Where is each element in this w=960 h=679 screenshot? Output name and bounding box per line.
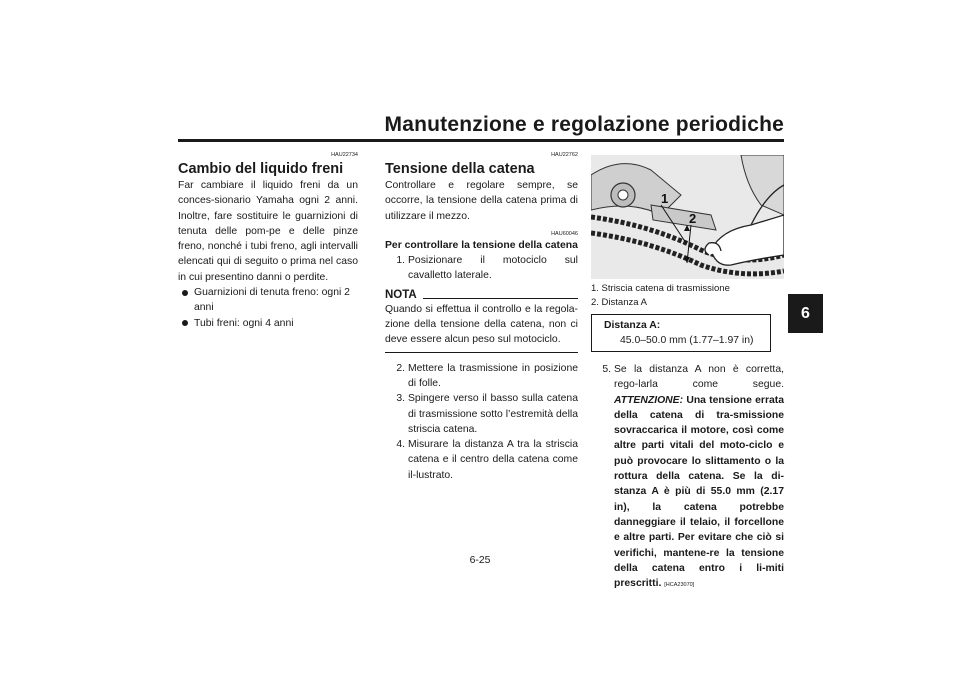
note-body: Quando si effettua il controllo e la regola-zione della tensione della catena, non ci deve essere alcun peso sul motociclo.: [385, 303, 578, 346]
step-text: Misurare la distanza A tra la striscia catena e il centro della catena come il-lustrato.: [408, 439, 578, 481]
page-number: 6-25: [469, 555, 491, 566]
note-header: [385, 288, 578, 302]
step-list-1: [385, 253, 578, 284]
step-text: Se la distanza A non è corretta, rego-larla come segue.: [614, 364, 784, 391]
step-text: Posizionare il motociclo sul cavalletto laterale.: [408, 255, 578, 282]
section-code: HAU22762: [551, 152, 578, 158]
list-item: [385, 391, 578, 437]
caption: 1. Striscia catena di trasmissione: [591, 283, 730, 294]
caution-code: [HCA23070]: [664, 582, 695, 589]
step-number: 4.: [396, 439, 405, 451]
column-chain-tension: [385, 151, 578, 483]
step-number: 3.: [396, 393, 405, 405]
list-item: Guarnizioni di tenuta freno: ogni 2 anni: [178, 285, 358, 316]
column-brake-fluid: [178, 151, 358, 331]
note-end-rule: [385, 352, 578, 353]
list-item: Tubi freni: ogni 4 anni: [178, 316, 358, 331]
title-rule: [178, 139, 784, 142]
list-item: [385, 437, 578, 483]
figure-captions: [591, 282, 784, 309]
step-number: 5.: [602, 364, 611, 375]
section-heading-brake-fluid: Cambio del liquido freni: [178, 161, 344, 177]
page-title: Manutenzione e regolazione periodiche: [384, 113, 784, 136]
step-text: Spingere verso il basso sulla catena di trasmissione sotto l’estremità della striscia catena.: [408, 393, 578, 435]
brake-fluid-body: Far cambiare il liquido freni da un conces-sionario Yamaha ogni 2 anni. Inoltre, fare sostituire le guarnizioni di tenuta delle pom-pe e delle pinze freno, nonché i tubi freno, agli intervalli elencati qui di seguito o prima nel caso in cui presentino danni o perdite.: [178, 180, 358, 283]
spec-value: 45.0–50.0 mm (1.77–1.97 in): [620, 335, 754, 346]
chain-drawing: [591, 155, 784, 279]
step-number: 2.: [396, 362, 405, 374]
figure-label-1: 1: [661, 191, 669, 206]
subsection-heading: Per controllare la tensione della catena: [385, 239, 578, 251]
note-rule: [423, 298, 578, 299]
spec-box: [591, 314, 771, 352]
note-title: NOTA: [385, 288, 417, 301]
spec-label: Distanza A:: [604, 320, 661, 331]
section-heading-chain-tension: Tensione della catena: [385, 161, 535, 177]
section-code: HAU22734: [331, 152, 358, 158]
chain-tension-body: Controllare e regolare sempre, se occorre, la tensione della catena prima di utilizzare il mezzo.: [385, 180, 578, 222]
column-chain-figure: [591, 155, 784, 593]
caption: 2. Distanza A: [591, 296, 647, 308]
list-item: [385, 361, 578, 392]
step-number: 1.: [396, 255, 405, 267]
caution-label: ATTENZIONE:: [614, 394, 684, 406]
brake-fluid-list: [178, 285, 358, 331]
step-list-2: [385, 361, 578, 483]
chain-illustration: [591, 155, 784, 279]
step-text: Mettere la trasmissione in posizione di folle.: [408, 362, 578, 389]
list-item: [385, 253, 578, 284]
subsection-code: HAU60046: [551, 230, 578, 237]
figure-label-2: 2: [689, 211, 697, 226]
caution-text: Una tensione errata della catena di tra-smissione sovraccarica il motore, così come altre parti vitali del moto-ciclo e può provocare lo slittamento o la rottura della catena. Se la di-stanza A è più di 55.0 mm (2.17 in), la catena potrebbe danneggiare il telaio, il forcellone e altre parti. Per evitare che ciò si verifichi, mantene-re la tensione della catena entro i li-miti prescritti.: [614, 394, 785, 590]
chapter-tab: 6: [788, 294, 823, 333]
